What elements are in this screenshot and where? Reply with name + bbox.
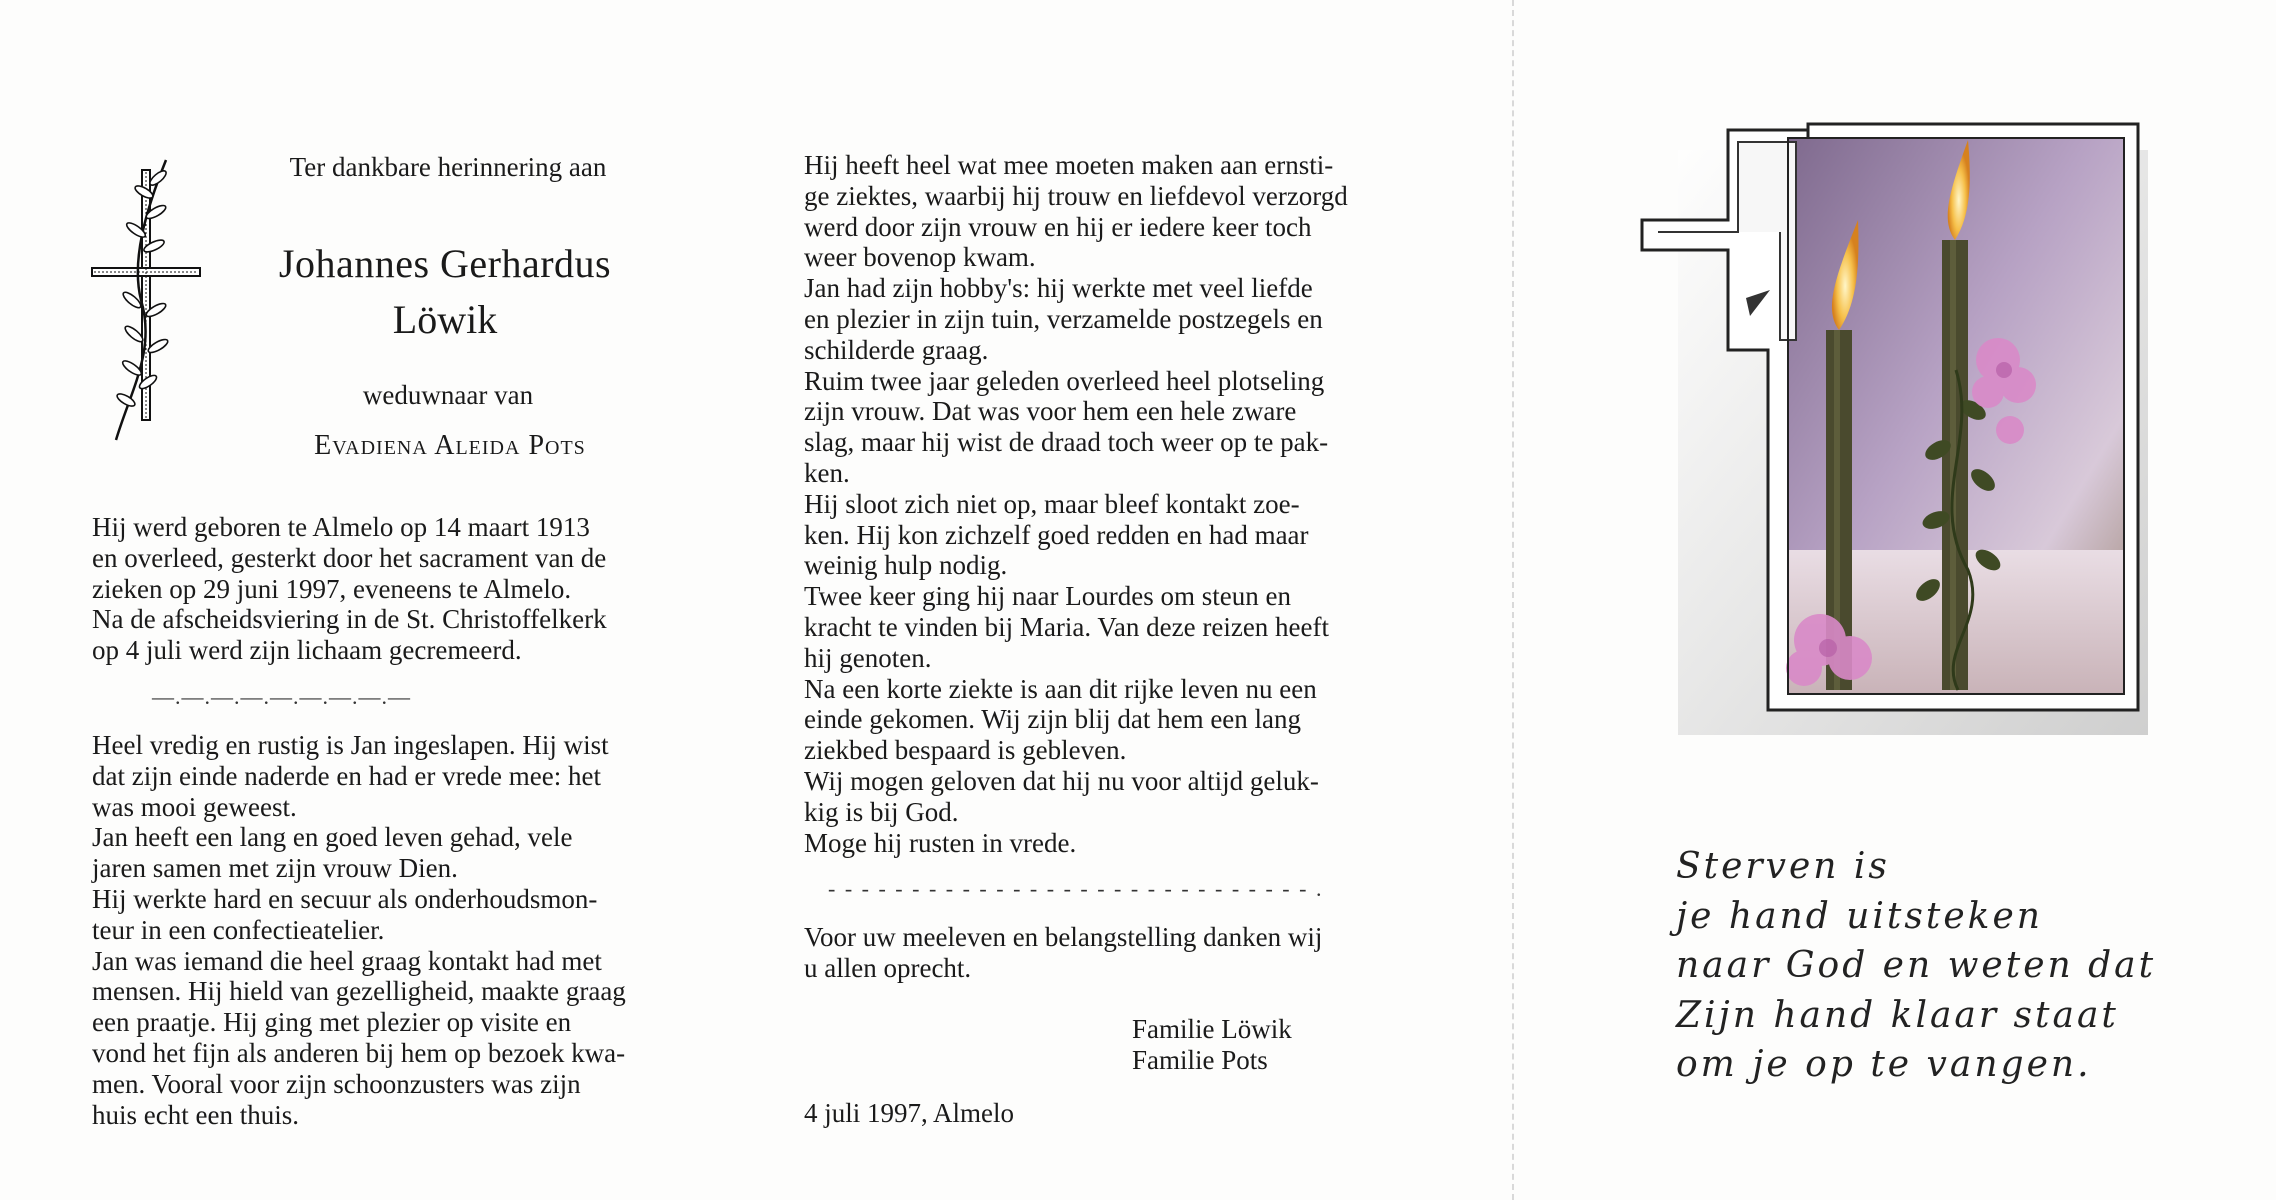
life-paragraph: Heel vredig en rustig is Jan ingeslapen. Hij wist dat zijn einde naderde en had er vrede mee: het was mooi geweest. Jan heeft een lang en goed leven gehad, vele jaren samen met zijn vrouw Dien. Hij werkte hard en secuur als onderhoudsmon- teur in een confectieatelier. Jan was iemand die heel graag kontakt had met mensen. Hij hield van gezelligheid, maakte graag een praatje. Hij ging met plezier op visite en vond het fijn als anderen bij hem op bezoek kwa- men. Vooral voor zijn schoonzusters was zijn huis echt een thuis. [92,730,626,1130]
memorial-photo [1638,120,2158,740]
intro-text: Ter dankbare herinnering aan [289,152,607,182]
story-paragraph: Hij heeft heel wat mee moeten maken aan ernsti- ge ziektes, waarbij hij trouw en liefdevol verzorgd werd door zijn vrouw en hij er iedere keer toch weer bovenop kwam. Jan had zijn hobby's: hij werkte met veel liefde en plezier in zijn tuin, verzamelde postzegels en schilderde graag. Ruim twee jaar geleden overleed heel plotseling zijn vrouw. Dat was voor hem een hele zware slag, maar hij wist de draad toch weer op te pak- ken. Hij sloot zich niet op, maar bleef kontakt zoe- ken. Hij kon zichzelf goed redden en had maar weinig hulp nodig. Twee keer ging hij naar Lourdes om steun en kracht te vinden bij Maria. Van deze reizen heeft hij genoten. Na een korte ziekte is aan dit rijke leven nu een einde gekomen. Wij zijn blij dat hem een lang ziekbed bespaard is gebleven. Wij mogen geloven dat hij nu voor altijd geluk- kig is bij God. Moge hij rusten in vrede. [804,150,1348,858]
spouse-name: Evadiena Aleida Pots [314,430,586,461]
thanks-paragraph: Voor uw meeleven en belangstelling danken wij u allen oprecht. [804,922,1323,983]
fold-line-right [1512,0,1514,1200]
deceased-name-line2: Löwik [392,297,498,342]
widower-text: weduwnaar van [362,380,534,410]
birth-death-paragraph: Hij werd geboren te Almelo op 14 maart 1913 en overleed, gesterkt door het sacrament van de zieken op 29 juni 1997, eveneens te Almelo. Na de afscheidsviering in de St. Christoffelkerk op 4 juli werd zijn lichaam gecremeerd. [92,512,607,666]
date-place: 4 juli 1997, Almelo [804,1098,1015,1128]
poem-text: Sterven is je hand uitsteken naar God en weten dat Zijn hand klaar staat om je op te vangen. [1676,846,2157,1085]
separator-line: —.—.—.—.—.—.—.—.— [152,684,411,709]
family-signature: Familie Löwik Familie Pots [1132,1014,1292,1075]
cross-with-branch-icon [86,150,206,450]
separator-dashes: - - - - - - - - - - - - - - - - - - - - - - - - - - - - - . [828,876,1324,901]
deceased-name-line1: Johannes Gerhardus [278,241,612,286]
candles-photo-image [1638,120,2158,740]
